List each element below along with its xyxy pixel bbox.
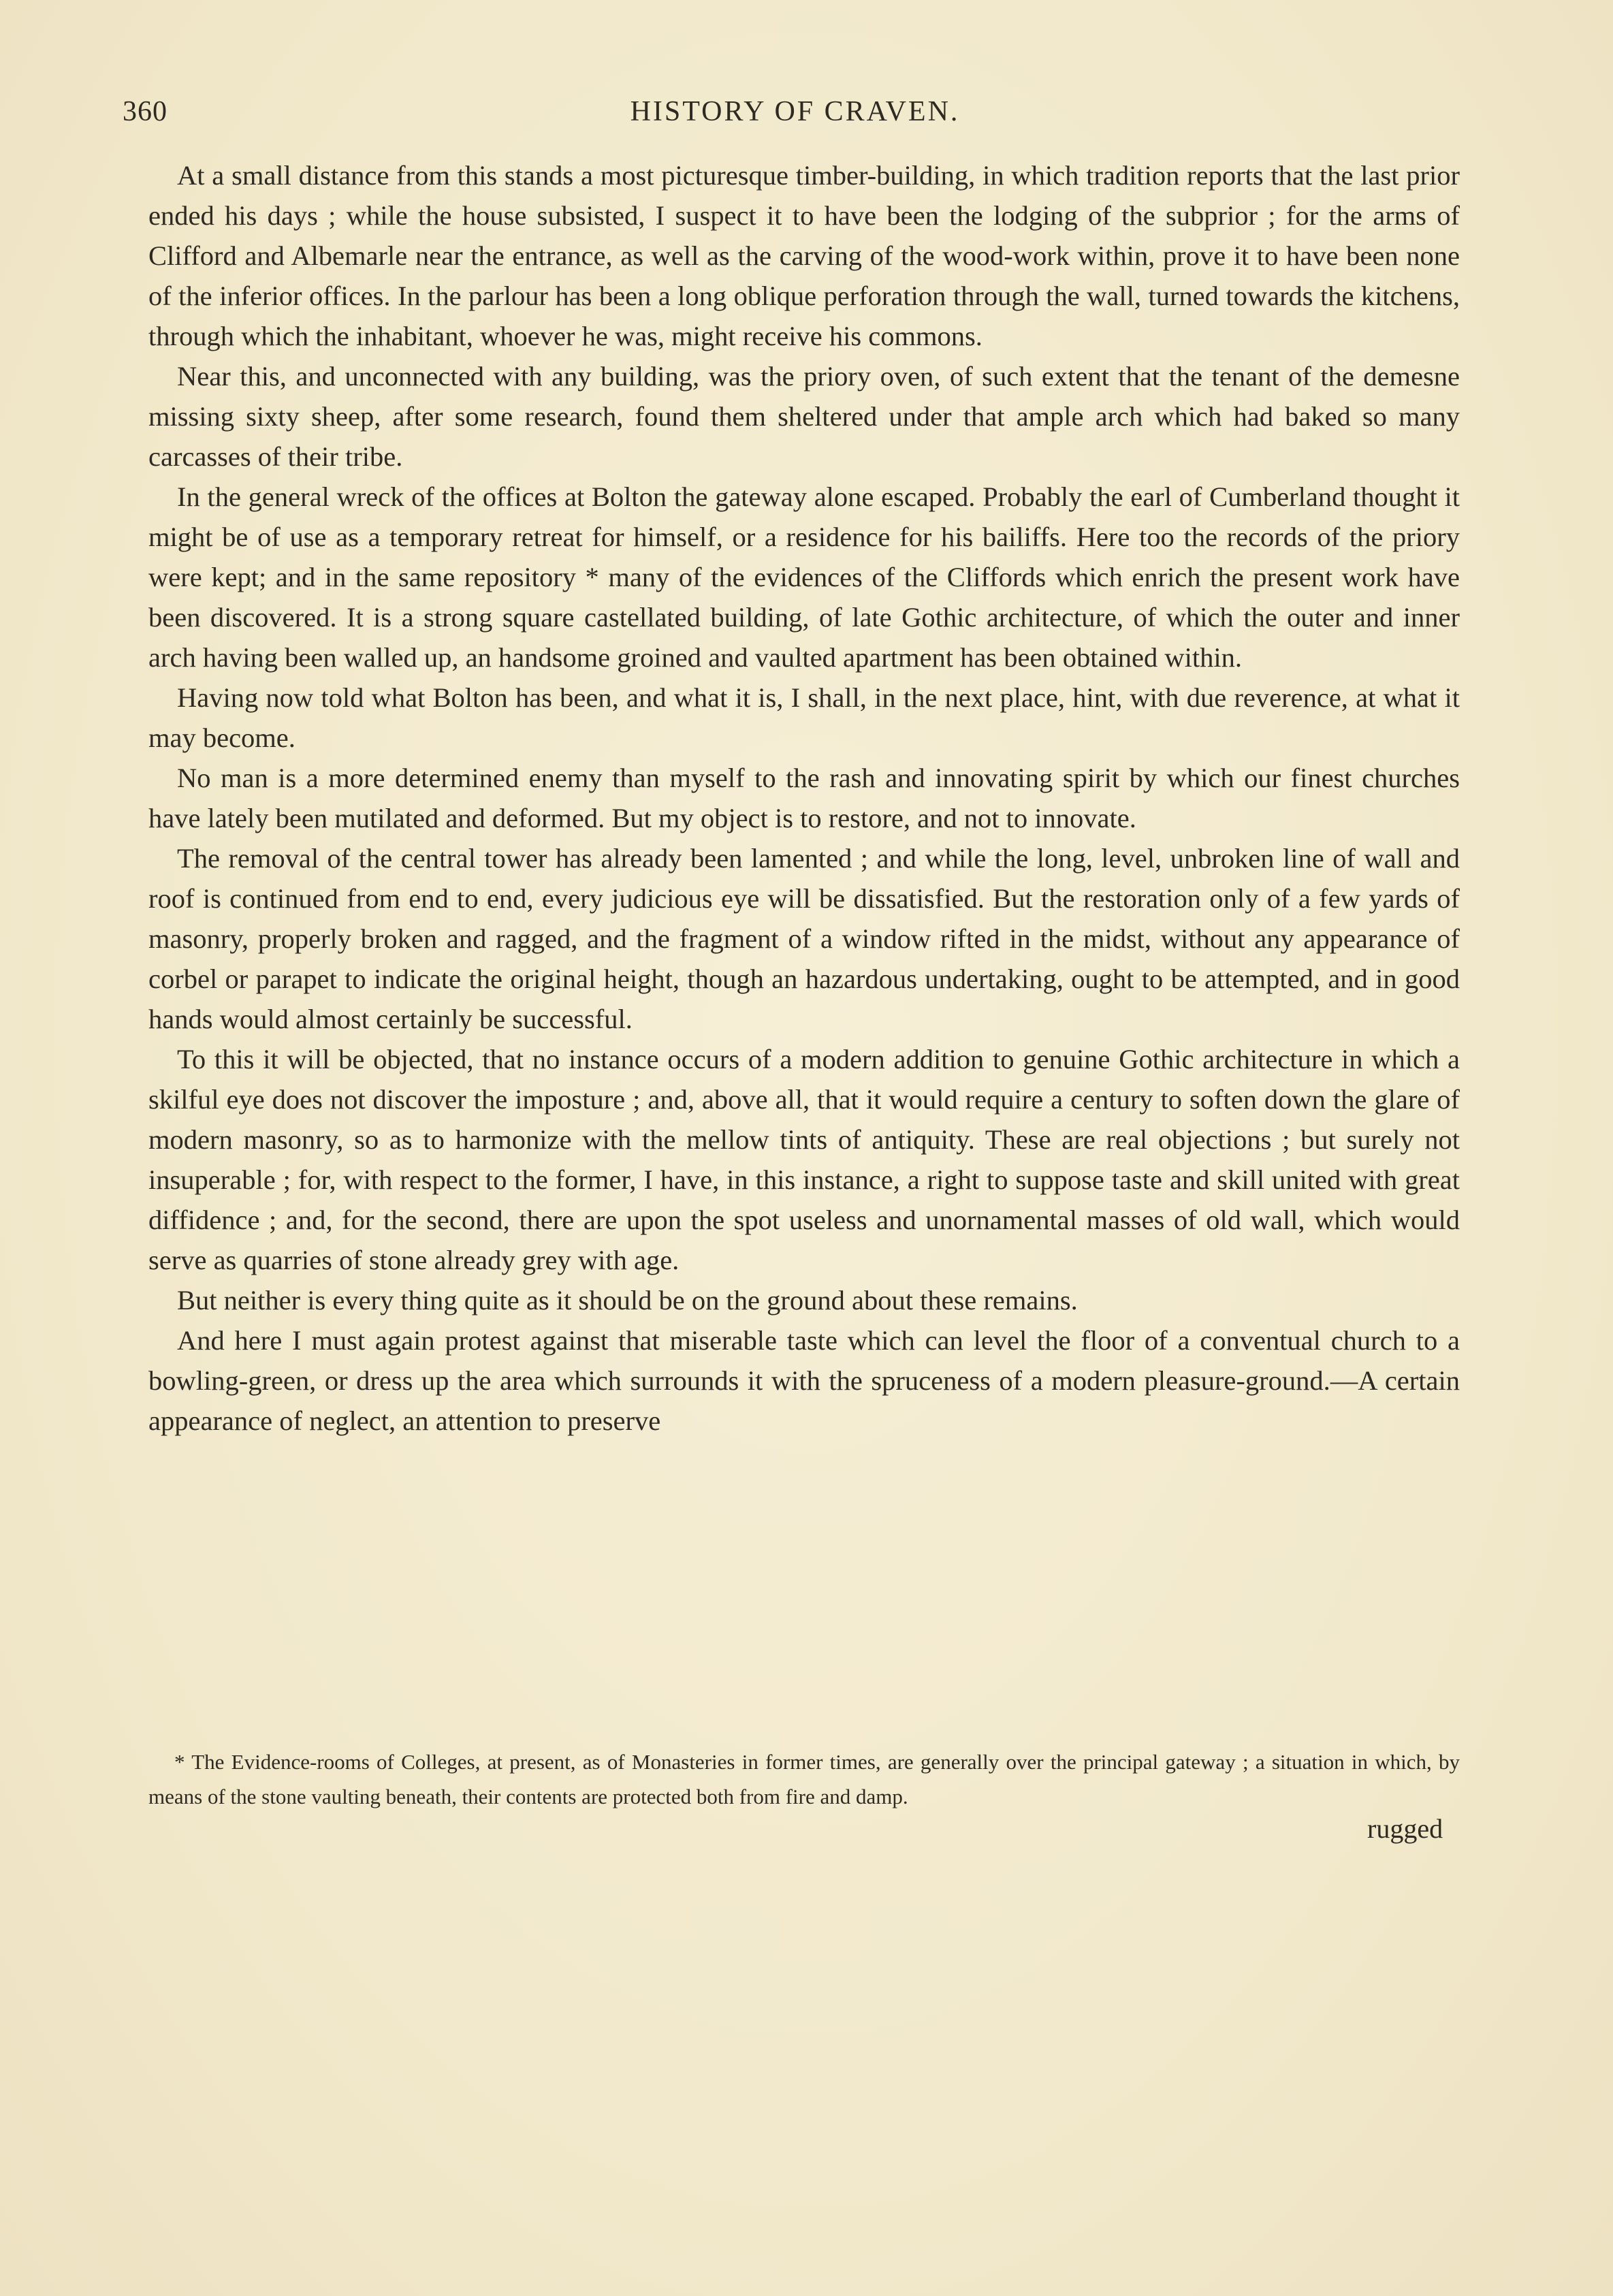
paragraph-central-tower: The removal of the central tower has already been lamented ; and while the long, level, unbroken line of wall and roof is continued from end to end, every judicious eye will be dissatisfied. But the restoration only of a few yards of masonry, properly broken and ragged, and the fragment of a window rifted in the midst, without any appearance of corbel or parapet to indicate the original height, though an hazardous undertaking, ought to be attempted, and in good hands would almost certainly be successful. (148, 843, 1460, 1034)
paragraph-priory-oven: Near this, and unconnected with any building, was the priory oven, of such extent that the tenant of the demesne missing sixty sheep, after some research, found them sheltered under that ample arch which had baked so many carcasses of their tribe. (148, 361, 1460, 472)
catchword: rugged (1367, 1813, 1443, 1844)
paragraph-protest: And here I must again protest against that miserable taste which can level the floor of a conventual church to a bowling-green, or dress up the area which surrounds it with the spruceness of a modern pleasure-ground.—A certain appearance of neglect, an attention to preserve (148, 1325, 1460, 1436)
paragraph-gateway: In the general wreck of the offices at Bolton the gateway alone escaped. Probably the earl of Cumberland thought it might be of use as a temporary retreat for himself, or a residence for his bailiffs. Here too the records of the priory were kept; and in the same repository * many of the evidences of the Cliffords which enrich the present work have been discovered. It is a strong square castellated building, of late Gothic architecture, of which the outer and inner arch having been walled up, an handsome groined and vaulted apartment has been obtained within. (148, 481, 1460, 673)
paragraph-timber-building: At a small distance from this stands a most picturesque timber-building, in which tradition reports that the last prior ended his days ; while the house subsisted, I suspect it to have been the lodging of the subprior ; for the arms of Clifford and Albemarle near the entrance, as well as the carving of the wood-work within, prove it to have been none of the inferior offices. In the parlour has been a long oblique perforation through the wall, turned towards the kitchens, through which the inhabitant, whoever he was, might receive his commons. (148, 160, 1460, 351)
paragraph-restore-not-innovate: No man is a more determined enemy than myself to the rash and innovating spirit by which our finest churches have lately been mutilated and deformed. But my object is to restore, and not to innovate. (148, 763, 1460, 833)
page-number: 360 (123, 96, 167, 127)
footnote: * The Evidence-rooms of Colleges, at present, as of Monasteries in former times, are generally over the principal gateway ; a situation in which, by means of the stone vaulting beneath, their contents are protected both from fire and damp. (148, 1750, 1460, 1808)
paragraph-what-it-may-become: Having now told what Bolton has been, and what it is, I shall, in the next place, hint, with due reverence, at what it may become. (148, 682, 1460, 753)
page-header (123, 95, 1467, 136)
running-title: HISTORY OF CRAVEN. (630, 96, 960, 127)
paragraph-ground-remains: But neither is every thing quite as it should be on the ground about these remains. (177, 1285, 1078, 1316)
body-text (148, 155, 1460, 1441)
paragraph-objections: To this it will be objected, that no instance occurs of a modern addition to genuine Gothic architecture in which a skilful eye does not discover the imposture ; and, above all, that it would require a century to soften down the glare of modern masonry, so as to harmonize with the mellow tints of antiquity. These are real objections ; but surely not insuperable ; for, with respect to the former, I have, in this instance, a right to suppose taste and skill united with great diffidence ; and, for the second, there are upon the spot useless and unornamental masses of old wall, which would serve as quarries of stone already grey with age. (148, 1044, 1460, 1275)
